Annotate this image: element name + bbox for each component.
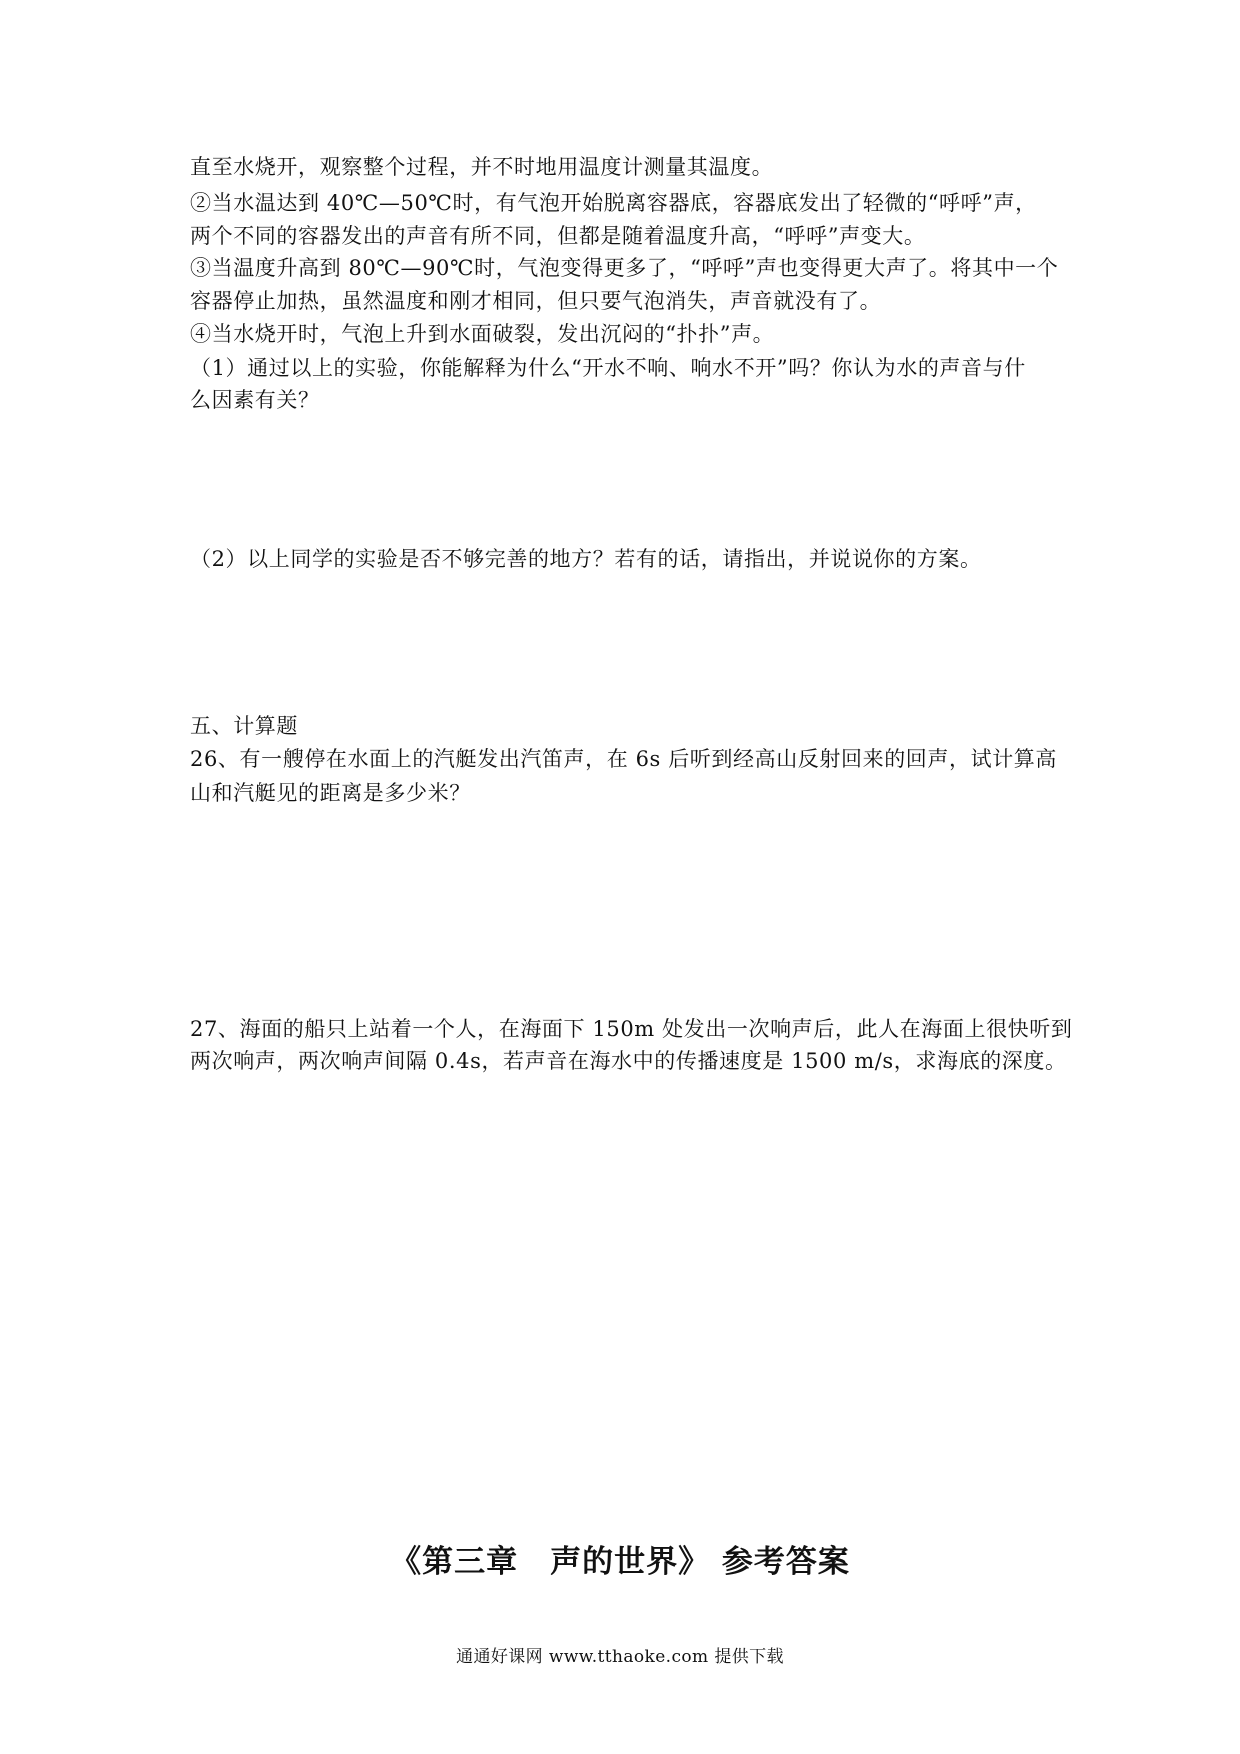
- intro-line-5: 容器停止加热，虽然温度和刚才相同，但只要气泡消失，声音就没有了。: [190, 289, 882, 313]
- page-footer: 通通好课网 www.tthaoke.com 提供下载: [456, 1647, 784, 1667]
- question-2: （2）以上同学的实验是否不够完善的地方？若有的话，请指出，并说说你的方案。: [190, 547, 982, 571]
- problem-27-line-1: 27、海面的船只上站着一个人，在海面下 150m 处发出一次响声后，此人在海面上很快听到: [190, 1017, 1073, 1041]
- intro-line-1: 直至水烧开，观察整个过程，并不时地用温度计测量其温度。: [190, 155, 774, 179]
- intro-line-4: ③当温度升高到 80℃—90℃时，气泡变得更多了，“呼呼”声也变得更大声了。将其中一个: [190, 256, 1059, 280]
- intro-line-6: ④当水烧开时，气泡上升到水面破裂，发出沉闷的“扑扑”声。: [190, 322, 775, 346]
- question-1-line-2: 么因素有关？: [190, 388, 320, 412]
- answer-heading: 《第三章 声的世界》 参考答案: [390, 1544, 850, 1580]
- question-1-line-1: （1）通过以上的实验，你能解释为什么“开水不响、响水不开”吗？你认为水的声音与什: [190, 356, 1026, 380]
- problem-26-line-2: 山和汽艇见的距离是多少米？: [190, 781, 471, 805]
- intro-line-2: ②当水温达到 40℃—50℃时，有气泡开始脱离容器底，容器底发出了轻微的“呼呼”声，: [190, 191, 1037, 215]
- problem-27-line-2: 两次响声，两次响声间隔 0.4s，若声音在海水中的传播速度是 1500 m/s，求海底的深度。: [190, 1049, 1067, 1073]
- intro-line-3: 两个不同的容器发出的声音有所不同，但都是随着温度升高，“呼呼”声变大。: [190, 224, 926, 248]
- section-title: 五、计算题: [190, 714, 298, 738]
- problem-26-line-1: 26、有一艘停在水面上的汽艇发出汽笛声，在 6s 后听到经高山反射回来的回声，试计算高: [190, 747, 1058, 771]
